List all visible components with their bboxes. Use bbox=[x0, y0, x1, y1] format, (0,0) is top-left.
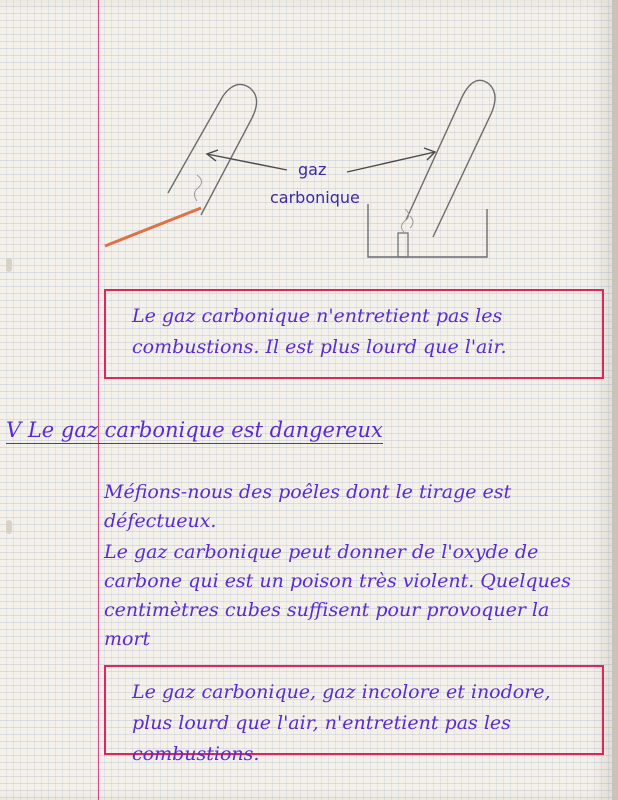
experiment-drawing bbox=[0, 0, 520, 280]
right-test-tube bbox=[406, 80, 495, 237]
left-smoke bbox=[194, 175, 201, 201]
burning-splint bbox=[105, 208, 201, 246]
right-smoke bbox=[401, 209, 413, 232]
summary-2-text: Le gaz carbonique, gaz incolore et inodore, plus lourd que l'air, n'entretient pas les combustions. bbox=[132, 681, 551, 765]
summary-box-1 bbox=[104, 289, 604, 379]
candle bbox=[398, 233, 408, 257]
label-carbonique: carbonique bbox=[270, 188, 360, 207]
label-gaz: gaz bbox=[298, 160, 327, 179]
left-test-tube bbox=[168, 84, 257, 215]
paragraph-warning: Méfions-nous des poêles dont le tirage est défectueux. bbox=[104, 481, 512, 532]
section-heading: V Le gaz carbonique est dangereux bbox=[6, 418, 383, 442]
basin bbox=[368, 204, 487, 257]
paragraph-danger: Le gaz carbonique peut donner de l'oxyde de carbone qui est un poison très violent. Quelques centimètres cubes suffisent pour provoquer la mort bbox=[104, 541, 571, 650]
summary-1-text: Le gaz carbonique n'entretient pas les combustions. Il est plus lourd que l'air. bbox=[132, 305, 507, 358]
binder-hole bbox=[6, 520, 12, 534]
summary-box-2 bbox=[104, 665, 604, 765]
